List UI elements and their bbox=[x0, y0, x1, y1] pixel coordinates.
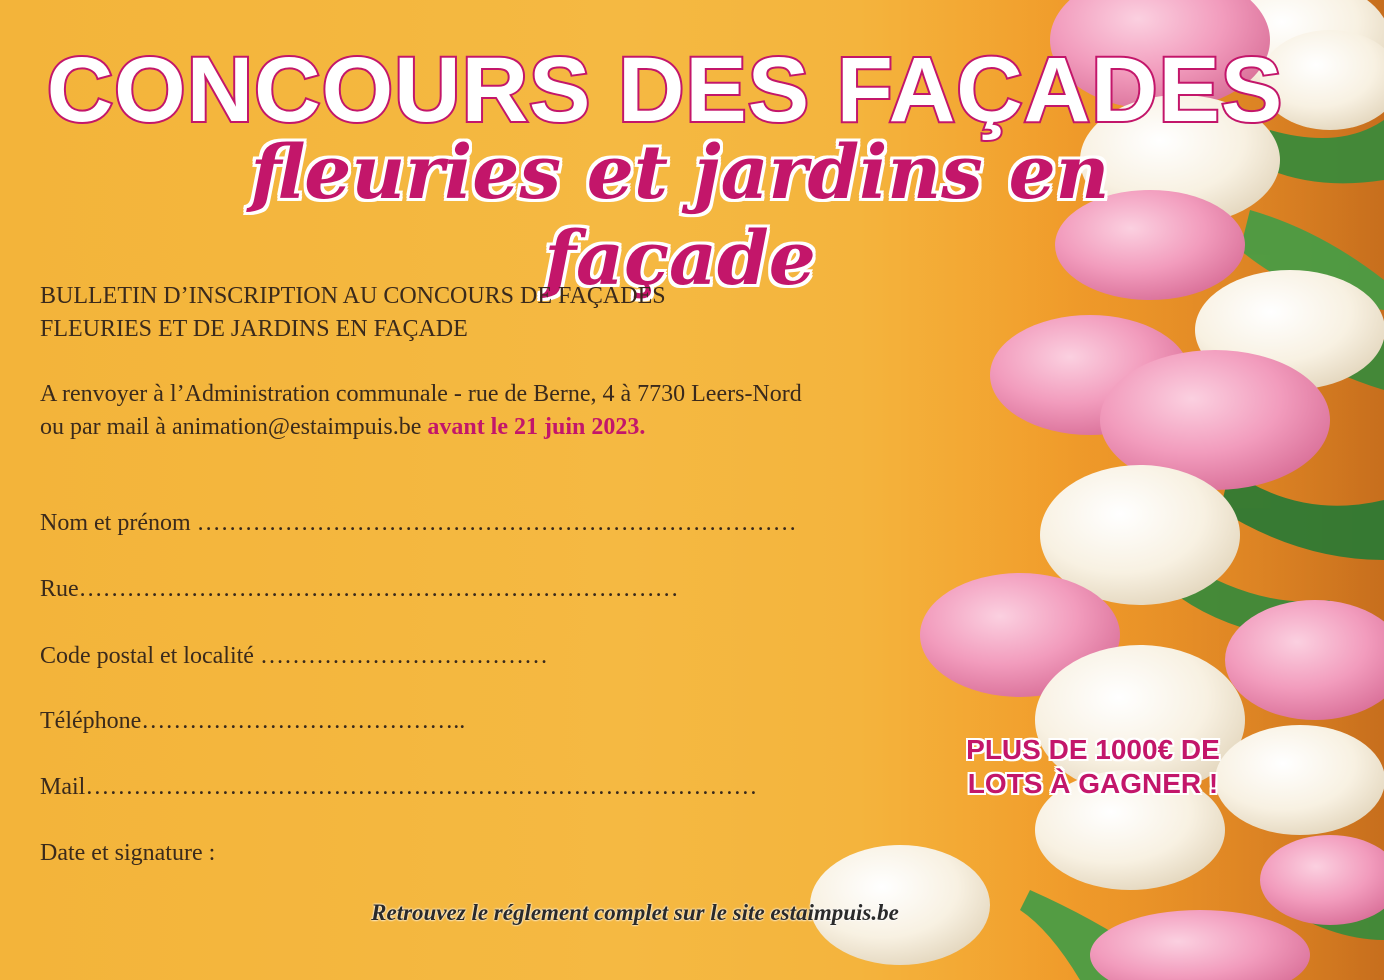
phone-field[interactable]: Téléphone………………………………….. bbox=[40, 708, 466, 734]
postal-city-field[interactable]: Code postal et localité ……………………………… bbox=[40, 643, 548, 669]
rules-footer: Retrouvez le réglement complet sur le site estaimpuis.be bbox=[371, 900, 899, 925]
page-title: CONCOURS DES FAÇADES bbox=[46, 39, 1284, 141]
prize-line-1: PLUS DE 1000€ DE bbox=[966, 734, 1220, 765]
return-email: ou par mail à animation@estaimpuis.be bbox=[40, 414, 428, 440]
form-heading-line-1: BULLETIN D’INSCRIPTION AU CONCOURS DE FAÇADES bbox=[40, 283, 666, 309]
form-heading-line-2: FLEURIES ET DE JARDINS EN FAÇADE bbox=[40, 316, 468, 342]
return-address: A renvoyer à l’Administration communale - rue de Berne, 4 à 7730 Leers-Nord bbox=[40, 381, 802, 407]
prize-line-2: LOTS À GAGNER ! bbox=[967, 768, 1219, 799]
mail-field[interactable]: Mail………………………………………………………………………… bbox=[40, 774, 758, 800]
date-signature-field[interactable]: Date et signature : bbox=[40, 840, 216, 866]
deadline: avant le 21 juin 2023. bbox=[427, 414, 646, 440]
form-heading bbox=[40, 280, 666, 346]
return-instructions bbox=[40, 378, 802, 444]
street-field[interactable]: Rue………………………………………………………………… bbox=[40, 576, 679, 602]
return-email-line bbox=[40, 411, 802, 444]
prize-callout bbox=[928, 733, 1258, 801]
name-field[interactable]: Nom et prénom ………………………………………………………………… bbox=[40, 510, 797, 536]
page-subtitle: fleuries et jardins en façade bbox=[250, 130, 1110, 302]
